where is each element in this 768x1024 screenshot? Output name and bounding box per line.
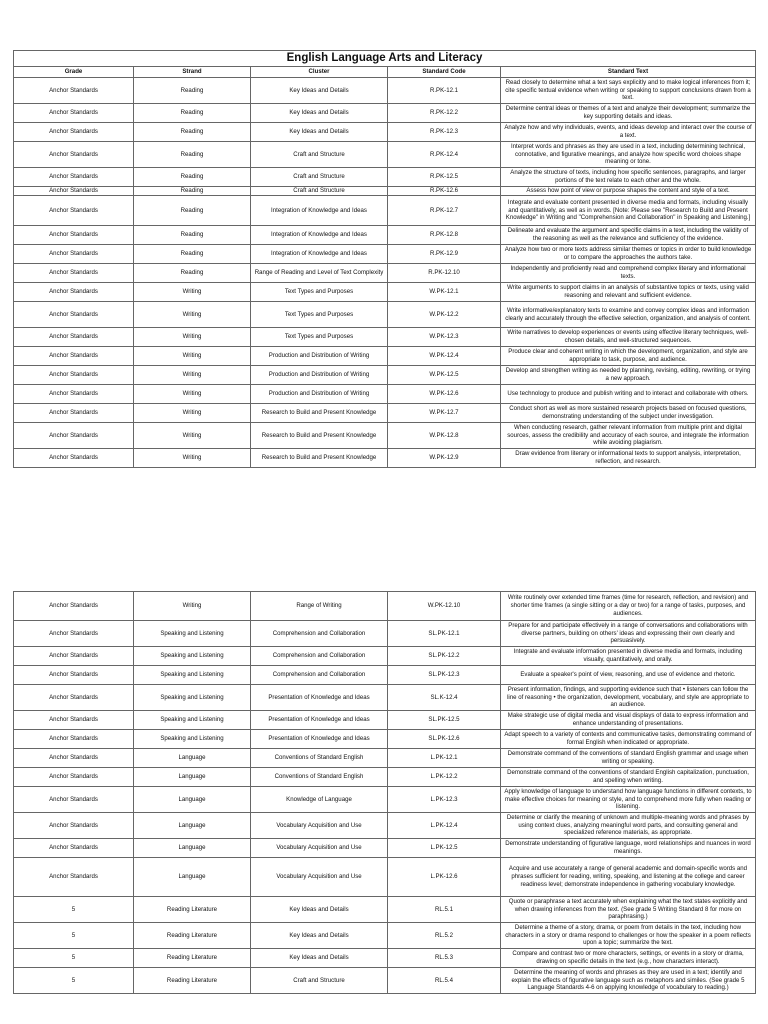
cell-standard-code: SL.K-12.4 xyxy=(388,685,501,711)
cell-strand: Writing xyxy=(134,423,251,449)
cell-standard-text: Analyze how and why individuals, events, and ideas develop and interact over the course of a text. xyxy=(501,123,756,142)
cell-standard-text: Interpret words and phrases as they are used in a text, including determining technical, connotative, and figurative meanings, and analyze how specific word choices shape meaning or tone. xyxy=(501,142,756,168)
cell-grade: Anchor Standards xyxy=(14,264,134,283)
cell-strand: Writing xyxy=(134,449,251,468)
cell-grade: Anchor Standards xyxy=(14,768,134,787)
cell-grade: Anchor Standards xyxy=(14,423,134,449)
table-row xyxy=(14,621,756,647)
cell-standard-text: Analyze how two or more texts address similar themes or topics in order to build knowledge or to compare the approaches the authors take. xyxy=(501,245,756,264)
cell-grade: Anchor Standards xyxy=(14,328,134,347)
cell-standard-text: Prepare for and participate effectively in a range of conversations and collaborations with diverse partners, building on others' ideas and expressing their own clearly and persuasively. xyxy=(501,621,756,647)
cell-standard-text: Delineate and evaluate the argument and specific claims in a text, including the validity of the reasoning as well as the relevance and sufficiency of the evidence. xyxy=(501,226,756,245)
cell-grade: Anchor Standards xyxy=(14,187,134,196)
cell-grade: Anchor Standards xyxy=(14,787,134,813)
table-row xyxy=(14,404,756,423)
cell-cluster: Research to Build and Present Knowledge xyxy=(251,449,388,468)
table-row xyxy=(14,366,756,385)
cell-standard-code: SL.PK-12.6 xyxy=(388,730,501,749)
cell-cluster: Integration of Knowledge and Ideas xyxy=(251,226,388,245)
table-page-1 xyxy=(13,50,755,468)
cell-standard-text: Conduct short as well as more sustained research projects based on focused questions, demonstrating understanding of the subject under investigation. xyxy=(501,404,756,423)
cell-strand: Speaking and Listening xyxy=(134,647,251,666)
cell-cluster: Comprehension and Collaboration xyxy=(251,666,388,685)
cell-cluster: Research to Build and Present Knowledge xyxy=(251,404,388,423)
cell-standard-code: L.PK-12.5 xyxy=(388,839,501,858)
table-row xyxy=(14,449,756,468)
cell-standard-code: L.PK-12.3 xyxy=(388,787,501,813)
cell-grade: Anchor Standards xyxy=(14,813,134,839)
cell-strand: Reading xyxy=(134,187,251,196)
cell-cluster: Text Types and Purposes xyxy=(251,328,388,347)
cell-standard-code: R.PK-12.7 xyxy=(388,196,501,226)
table-body xyxy=(14,78,756,468)
cell-standard-text: Write informative/explanatory texts to examine and convey complex ideas and information clearly and accurately through the effective selection, organization, and analysis of content. xyxy=(501,302,756,328)
cell-cluster: Conventions of Standard English xyxy=(251,768,388,787)
table-row xyxy=(14,858,756,897)
table-row xyxy=(14,923,756,949)
cell-standard-code: W.PK-12.7 xyxy=(388,404,501,423)
cell-strand: Reading xyxy=(134,245,251,264)
cell-cluster: Craft and Structure xyxy=(251,142,388,168)
cell-grade: Anchor Standards xyxy=(14,78,134,104)
cell-standard-text: Demonstrate command of the conventions of standard English capitalization, punctuation, and spelling when writing. xyxy=(501,768,756,787)
cell-cluster: Craft and Structure xyxy=(251,168,388,187)
cell-standard-text: Read closely to determine what a text says explicitly and to make logical inferences from it; cite specific textual evidence when writing or speaking to support conclusions drawn from a text. xyxy=(501,78,756,104)
cell-cluster: Key Ideas and Details xyxy=(251,78,388,104)
cell-standard-code: SL.PK-12.2 xyxy=(388,647,501,666)
cell-strand: Language xyxy=(134,813,251,839)
cell-strand: Reading xyxy=(134,264,251,283)
cell-standard-code: L.PK-12.2 xyxy=(388,768,501,787)
cell-cluster: Conventions of Standard English xyxy=(251,749,388,768)
cell-standard-text: Demonstrate understanding of figurative language, word relationships and nuances in word meanings. xyxy=(501,839,756,858)
table-row xyxy=(14,592,756,621)
cell-grade: Anchor Standards xyxy=(14,592,134,621)
cell-standard-text: Assess how point of view or purpose shapes the content and style of a text. xyxy=(501,187,756,196)
cell-standard-code: R.PK-12.3 xyxy=(388,123,501,142)
cell-standard-text: Write routinely over extended time frames (time for research, reflection, and revision) and shorter time frames (a single sitting or a day or two) for a range of tasks, purposes, and audiences. xyxy=(501,592,756,621)
cell-standard-text: Apply knowledge of language to understand how language functions in different contexts, to make effective choices for meaning or style, and to comprehend more fully when reading or listening. xyxy=(501,787,756,813)
cell-standard-code: L.PK-12.4 xyxy=(388,813,501,839)
table-row xyxy=(14,423,756,449)
cell-grade: Anchor Standards xyxy=(14,449,134,468)
cell-strand: Reading Literature xyxy=(134,949,251,968)
table-row xyxy=(14,385,756,404)
table-row xyxy=(14,730,756,749)
cell-strand: Speaking and Listening xyxy=(134,730,251,749)
cell-strand: Reading xyxy=(134,142,251,168)
cell-cluster: Knowledge of Language xyxy=(251,787,388,813)
cell-cluster: Production and Distribution of Writing xyxy=(251,385,388,404)
cell-cluster: Key Ideas and Details xyxy=(251,923,388,949)
cell-strand: Reading xyxy=(134,78,251,104)
cell-cluster: Text Types and Purposes xyxy=(251,283,388,302)
table-row xyxy=(14,264,756,283)
cell-strand: Reading xyxy=(134,226,251,245)
header-row xyxy=(14,67,756,78)
cell-grade: Anchor Standards xyxy=(14,104,134,123)
cell-cluster: Integration of Knowledge and Ideas xyxy=(251,245,388,264)
table-row xyxy=(14,839,756,858)
cell-strand: Writing xyxy=(134,592,251,621)
cell-grade: Anchor Standards xyxy=(14,711,134,730)
cell-standard-text: When conducting research, gather relevant information from multiple print and digital sources, assess the credibility and accuracy of each source, and integrate the information while avoiding plagiarism. xyxy=(501,423,756,449)
cell-standard-code: W.PK-12.2 xyxy=(388,302,501,328)
cell-strand: Language xyxy=(134,839,251,858)
cell-standard-code: R.PK-12.5 xyxy=(388,168,501,187)
cell-cluster: Key Ideas and Details xyxy=(251,123,388,142)
cell-standard-code: R.PK-12.1 xyxy=(388,78,501,104)
cell-standard-code: R.PK-12.8 xyxy=(388,226,501,245)
cell-standard-text: Compare and contrast two or more characters, settings, or events in a story or drama, drawing on specific details in the text (e.g., how characters interact). xyxy=(501,949,756,968)
cell-cluster: Research to Build and Present Knowledge xyxy=(251,423,388,449)
table-row xyxy=(14,78,756,104)
table-row xyxy=(14,949,756,968)
cell-strand: Speaking and Listening xyxy=(134,711,251,730)
cell-standard-code: W.PK-12.5 xyxy=(388,366,501,385)
column-header-grade: Grade xyxy=(14,67,134,78)
cell-cluster: Vocabulary Acquisition and Use xyxy=(251,813,388,839)
table-row xyxy=(14,226,756,245)
table-row xyxy=(14,711,756,730)
cell-cluster: Presentation of Knowledge and Ideas xyxy=(251,711,388,730)
table-row xyxy=(14,647,756,666)
cell-grade: Anchor Standards xyxy=(14,685,134,711)
cell-standard-text: Acquire and use accurately a range of general academic and domain-specific words and phrases sufficient for reading, writing, speaking, and listening at the college and career readiness level; demonstrate independence in gathering vocabulary knowledge. xyxy=(501,858,756,897)
table-row xyxy=(14,749,756,768)
table-row xyxy=(14,123,756,142)
cell-strand: Reading Literature xyxy=(134,968,251,994)
cell-grade: Anchor Standards xyxy=(14,245,134,264)
column-header-strand: Strand xyxy=(134,67,251,78)
cell-grade: Anchor Standards xyxy=(14,366,134,385)
table-row xyxy=(14,347,756,366)
cell-standard-text: Determine central ideas or themes of a text and analyze their development; summarize the key supporting details and ideas. xyxy=(501,104,756,123)
cell-cluster: Text Types and Purposes xyxy=(251,302,388,328)
cell-strand: Writing xyxy=(134,404,251,423)
cell-standard-text: Adapt speech to a variety of contexts and communicative tasks, demonstrating command of formal English when indicated or appropriate. xyxy=(501,730,756,749)
cell-grade: Anchor Standards xyxy=(14,839,134,858)
cell-standard-code: L.PK-12.6 xyxy=(388,858,501,897)
table-row xyxy=(14,768,756,787)
cell-cluster: Key Ideas and Details xyxy=(251,949,388,968)
cell-grade: Anchor Standards xyxy=(14,385,134,404)
cell-cluster: Presentation of Knowledge and Ideas xyxy=(251,730,388,749)
table-row xyxy=(14,328,756,347)
cell-cluster: Craft and Structure xyxy=(251,968,388,994)
cell-standard-code: RL.5.2 xyxy=(388,923,501,949)
cell-standard-code: W.PK-12.6 xyxy=(388,385,501,404)
cell-standard-code: W.PK-12.3 xyxy=(388,328,501,347)
cell-strand: Writing xyxy=(134,385,251,404)
cell-standard-code: W.PK-12.8 xyxy=(388,423,501,449)
table-row xyxy=(14,168,756,187)
cell-strand: Reading xyxy=(134,168,251,187)
cell-cluster: Key Ideas and Details xyxy=(251,104,388,123)
cell-grade: Anchor Standards xyxy=(14,142,134,168)
cell-standard-text: Integrate and evaluate information presented in diverse media and formats, including visually, quantitatively, and orally. xyxy=(501,647,756,666)
cell-strand: Reading xyxy=(134,123,251,142)
cell-cluster: Vocabulary Acquisition and Use xyxy=(251,858,388,897)
table-row xyxy=(14,787,756,813)
cell-grade: Anchor Standards xyxy=(14,347,134,366)
cell-standard-text: Integrate and evaluate content presented in diverse media and formats, including visually and quantitatively, as well as in words. [Note: Please see "Research to Build and Present Knowledge" in Writing and "Comprehension and Collaboration" in Speaking and Listening.] xyxy=(501,196,756,226)
cell-standard-text: Develop and strengthen writing as needed by planning, revising, editing, rewriting, or trying a new approach. xyxy=(501,366,756,385)
cell-standard-text: Determine a theme of a story, drama, or poem from details in the text, including how characters in a story or drama respond to challenges or how the speaker in a poem reflects upon a topic; summarize the text. xyxy=(501,923,756,949)
cell-grade: Anchor Standards xyxy=(14,666,134,685)
table-body xyxy=(14,592,756,994)
cell-strand: Writing xyxy=(134,283,251,302)
cell-standard-text: Quote or paraphrase a text accurately when explaining what the text states explicitly and when drawing inferences from the text. (See grade 5 Writing Standard 8 for more on paraphrasing.) xyxy=(501,897,756,923)
cell-standard-code: W.PK-12.9 xyxy=(388,449,501,468)
cell-strand: Reading Literature xyxy=(134,923,251,949)
page-title: English Language Arts and Literacy xyxy=(14,51,756,67)
cell-grade: 5 xyxy=(14,897,134,923)
cell-standard-code: RL.5.3 xyxy=(388,949,501,968)
cell-standard-code: RL.5.1 xyxy=(388,897,501,923)
cell-cluster: Production and Distribution of Writing xyxy=(251,347,388,366)
cell-standard-text: Demonstrate command of the conventions of standard English grammar and usage when writing or speaking. xyxy=(501,749,756,768)
cell-standard-text: Analyze the structure of texts, including how specific sentences, paragraphs, and larger portions of the text relate to each other and the whole. xyxy=(501,168,756,187)
cell-cluster: Range of Reading and Level of Text Complexity xyxy=(251,264,388,283)
cell-grade: Anchor Standards xyxy=(14,647,134,666)
cell-grade: Anchor Standards xyxy=(14,226,134,245)
cell-cluster: Vocabulary Acquisition and Use xyxy=(251,839,388,858)
cell-standard-text: Use technology to produce and publish writing and to interact and collaborate with others. xyxy=(501,385,756,404)
cell-cluster: Comprehension and Collaboration xyxy=(251,621,388,647)
cell-strand: Speaking and Listening xyxy=(134,685,251,711)
cell-grade: Anchor Standards xyxy=(14,749,134,768)
table-row xyxy=(14,666,756,685)
cell-standard-code: W.PK-12.4 xyxy=(388,347,501,366)
cell-strand: Reading Literature xyxy=(134,897,251,923)
table-row xyxy=(14,302,756,328)
cell-grade: Anchor Standards xyxy=(14,621,134,647)
cell-cluster: Craft and Structure xyxy=(251,187,388,196)
cell-standard-text: Write narratives to develop experiences or events using effective literary techniques, well-chosen details, and well-structured sequences. xyxy=(501,328,756,347)
cell-strand: Writing xyxy=(134,347,251,366)
cell-standard-code: RL.5.4 xyxy=(388,968,501,994)
table-row xyxy=(14,813,756,839)
cell-standard-code: SL.PK-12.1 xyxy=(388,621,501,647)
cell-grade: 5 xyxy=(14,923,134,949)
cell-grade: Anchor Standards xyxy=(14,404,134,423)
table-row xyxy=(14,897,756,923)
cell-grade: Anchor Standards xyxy=(14,123,134,142)
table-row xyxy=(14,187,756,196)
cell-strand: Language xyxy=(134,768,251,787)
cell-standard-code: W.PK-12.10 xyxy=(388,592,501,621)
table-row xyxy=(14,142,756,168)
cell-cluster: Presentation of Knowledge and Ideas xyxy=(251,685,388,711)
cell-cluster: Key Ideas and Details xyxy=(251,897,388,923)
table-row xyxy=(14,685,756,711)
table-row xyxy=(14,196,756,226)
cell-grade: 5 xyxy=(14,949,134,968)
cell-standard-code: R.PK-12.2 xyxy=(388,104,501,123)
cell-strand: Speaking and Listening xyxy=(134,621,251,647)
cell-strand: Language xyxy=(134,787,251,813)
cell-standard-code: R.PK-12.10 xyxy=(388,264,501,283)
cell-standard-text: Draw evidence from literary or informational texts to support analysis, interpretation, reflection, and research. xyxy=(501,449,756,468)
cell-grade: 5 xyxy=(14,968,134,994)
cell-strand: Reading xyxy=(134,196,251,226)
cell-standard-text: Independently and proficiently read and comprehend complex literary and informational texts. xyxy=(501,264,756,283)
cell-grade: Anchor Standards xyxy=(14,858,134,897)
cell-cluster: Integration of Knowledge and Ideas xyxy=(251,196,388,226)
cell-standard-code: SL.PK-12.5 xyxy=(388,711,501,730)
cell-grade: Anchor Standards xyxy=(14,283,134,302)
cell-cluster: Range of Writing xyxy=(251,592,388,621)
cell-standard-code: R.PK-12.6 xyxy=(388,187,501,196)
cell-cluster: Comprehension and Collaboration xyxy=(251,647,388,666)
table-row xyxy=(14,104,756,123)
cell-standard-text: Make strategic use of digital media and visual displays of data to express information and enhance understanding of presentations. xyxy=(501,711,756,730)
table-row xyxy=(14,245,756,264)
cell-standard-text: Write arguments to support claims in an analysis of substantive topics or texts, using valid reasoning and relevant and sufficient evidence. xyxy=(501,283,756,302)
cell-grade: Anchor Standards xyxy=(14,730,134,749)
cell-standard-code: R.PK-12.9 xyxy=(388,245,501,264)
cell-standard-code: W.PK-12.1 xyxy=(388,283,501,302)
cell-cluster: Production and Distribution of Writing xyxy=(251,366,388,385)
cell-grade: Anchor Standards xyxy=(14,196,134,226)
cell-strand: Writing xyxy=(134,328,251,347)
table-page-2 xyxy=(13,591,755,994)
table-row xyxy=(14,283,756,302)
cell-strand: Reading xyxy=(134,104,251,123)
column-header-standard-code: Standard Code xyxy=(388,67,501,78)
cell-strand: Language xyxy=(134,858,251,897)
cell-grade: Anchor Standards xyxy=(14,302,134,328)
table-row xyxy=(14,968,756,994)
cell-standard-text: Determine or clarify the meaning of unknown and multiple-meaning words and phrases by using context clues, analyzing meaningful word parts, and consulting general and specialized reference materials, as appropriate. xyxy=(501,813,756,839)
cell-strand: Speaking and Listening xyxy=(134,666,251,685)
cell-standard-code: L.PK-12.1 xyxy=(388,749,501,768)
cell-standard-text: Produce clear and coherent writing in which the development, organization, and style are appropriate to task, purpose, and audience. xyxy=(501,347,756,366)
cell-grade: Anchor Standards xyxy=(14,168,134,187)
cell-strand: Writing xyxy=(134,302,251,328)
cell-standard-text: Evaluate a speaker's point of view, reasoning, and use of evidence and rhetoric. xyxy=(501,666,756,685)
column-header-cluster: Cluster xyxy=(251,67,388,78)
cell-standard-text: Present information, findings, and supporting evidence such that • listeners can follow the line of reasoning • the organization, development, vocabulary, and style are appropriate to an audience. xyxy=(501,685,756,711)
cell-standard-code: SL.PK-12.3 xyxy=(388,666,501,685)
column-header-standard-text: Standard Text xyxy=(501,67,756,78)
cell-standard-code: R.PK-12.4 xyxy=(388,142,501,168)
cell-standard-text: Determine the meaning of words and phrases as they are used in a text; identify and explain the effects of figurative language such as metaphors and similes. (See grade 5 Language Standards 4-6 on applying knowledge of vocabulary to reading.) xyxy=(501,968,756,994)
cell-strand: Language xyxy=(134,749,251,768)
cell-strand: Writing xyxy=(134,366,251,385)
